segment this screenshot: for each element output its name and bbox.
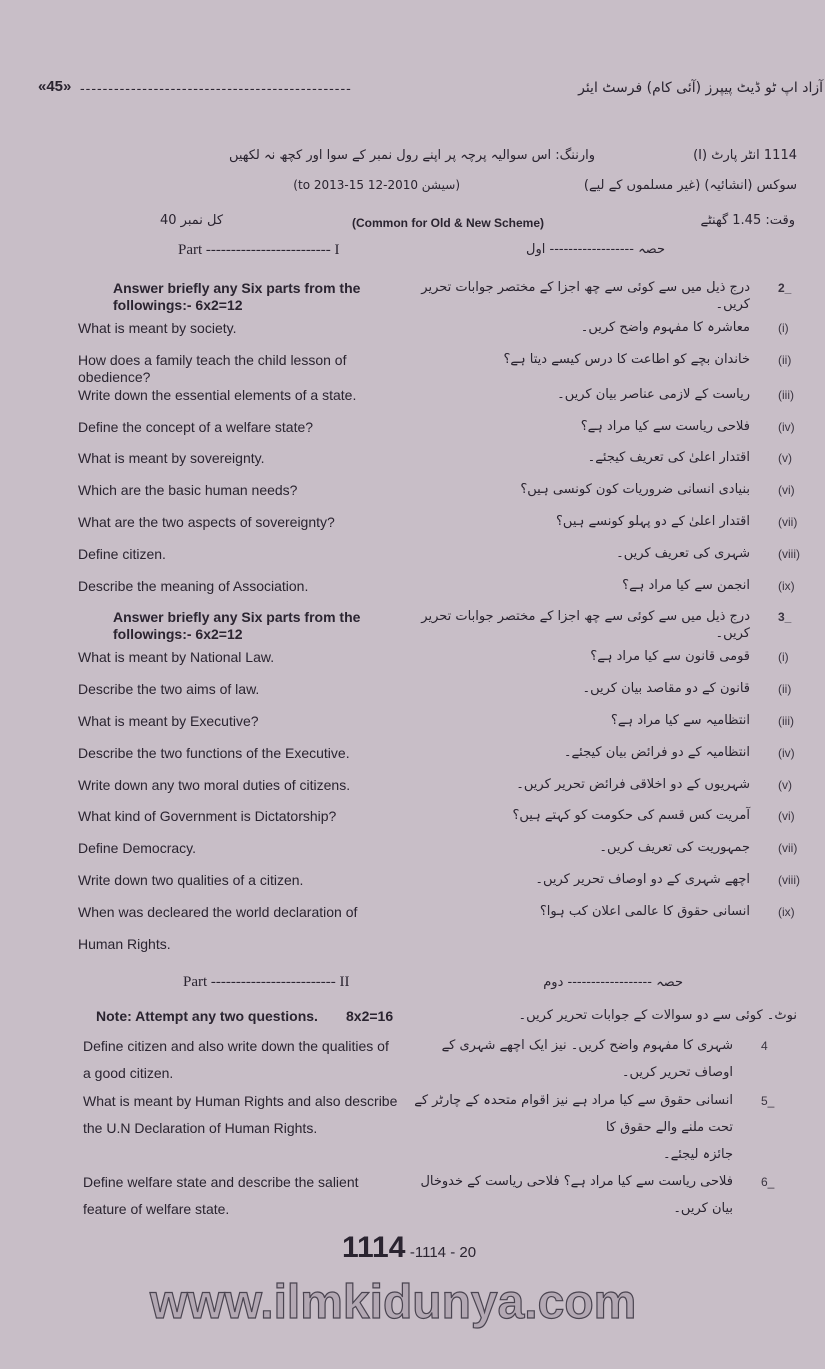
question-3	[0, 608, 825, 966]
item-number: (i)	[778, 321, 789, 335]
item-urdu: انجمن سے کیا مراد ہے؟	[622, 577, 750, 593]
long-question-urdu-block	[413, 1087, 733, 1168]
long-questions	[0, 1032, 825, 1223]
item-english: What is meant by sovereignty.	[78, 450, 265, 467]
long-question	[0, 1032, 825, 1087]
item-number: (ii)	[778, 352, 792, 367]
item-urdu: شہریوں کے دو اخلاقی فرائض تحریر کریں۔	[516, 776, 750, 792]
long-question-english: feature of welfare state.	[83, 1201, 230, 1218]
question-item	[0, 680, 825, 712]
item-english: Which are the basic human needs?	[78, 482, 298, 499]
question-item	[0, 776, 825, 808]
long-question-english-block	[83, 1032, 413, 1087]
question-item	[0, 712, 825, 744]
long-question-urdu: شہری کا مفہوم واضح کریں۔ نیز ایک اچھے شہری کے اوصاف تحریر کریں۔	[441, 1038, 733, 1081]
long-question-number: 6_	[761, 1175, 775, 1190]
item-english: Describe the meaning of Association.	[78, 577, 309, 594]
item-urdu: اقتدار اعلیٰ کی تعریف کیجئے۔	[587, 450, 750, 466]
question-instruction: Answer briefly any Six parts from the followings:- 6x2=12	[113, 280, 361, 313]
item-english: Define Democracy.	[78, 840, 197, 857]
long-question-urdu: انسانی حقوق سے کیا مراد ہے نیز اقوام متحدہ کے چارٹر کے تحت ملنے والے حقوق کا	[414, 1093, 733, 1136]
footer-code-main: 1114	[342, 1231, 406, 1265]
question-item	[0, 807, 825, 839]
question-instruction-row	[0, 279, 825, 319]
item-urdu: انتظامیہ سے کیا مراد ہے؟	[610, 712, 750, 728]
part-2-note: Note: Attempt any two questions.	[96, 1007, 318, 1024]
question-number: 2_	[778, 281, 792, 295]
item-urdu: فلاحی ریاست سے کیا مراد ہے؟	[580, 418, 750, 434]
long-question-number: 4	[761, 1039, 768, 1054]
item-urdu: اچھے شہری کے دو اوصاف تحریر کریں۔	[535, 871, 750, 887]
total-marks: کل نمبر 40	[160, 213, 224, 228]
scheme-note: (Common for Old & New Scheme)	[352, 216, 545, 230]
item-urdu: جمہوریت کی تعریف کریں۔	[599, 840, 750, 856]
watermark: www.ilmkidunya.com	[150, 1276, 637, 1330]
long-question-english-block	[83, 1087, 413, 1142]
item-urdu: آمریت کس قسم کی حکومت کو کہتے ہیں؟	[512, 808, 750, 824]
long-question-number: 5_	[761, 1094, 775, 1109]
item-urdu: قومی قانون سے کیا مراد ہے؟	[590, 649, 750, 665]
long-question-english: What is meant by Human Rights and also describe	[83, 1093, 398, 1110]
paper-code: 1114 انٹر پارٹ (I)	[693, 148, 797, 163]
question-instruction-row	[0, 608, 825, 648]
item-english: Write down the essential elements of a state.	[78, 386, 357, 403]
time-allowed: وقت: 1.45 گھنٹے	[700, 213, 795, 228]
item-urdu: اقتدار اعلیٰ کے دو پہلو کونسے ہیں؟	[556, 513, 750, 529]
book-title: آزاد اپ ٹو ڈیٹ پیپرز (آئی کام) فرسٹ ایئر	[578, 80, 823, 96]
question-instruction-urdu: درج ذیل میں سے کوئی سے چھ اجزا کے مختصر جوابات تحریر کریں۔	[421, 280, 750, 312]
header-rule: ------------------------------------------------	[80, 80, 352, 96]
item-number: (iv)	[778, 745, 795, 760]
exam-body	[0, 279, 825, 1330]
part-2-note-urdu: نوٹ۔ کوئی سے دو سوالات کے جوابات تحریر کریں۔	[518, 1008, 797, 1024]
item-english: Write down any two moral duties of citizens.	[78, 776, 351, 793]
item-urdu: شہری کی تعریف کریں۔	[616, 545, 750, 561]
question-instruction-urdu: درج ذیل میں سے کوئی سے چھ اجزا کے مختصر جوابات تحریر کریں۔	[421, 609, 750, 642]
item-number: (ix)	[778, 904, 795, 919]
long-question	[0, 1168, 825, 1223]
item-english: Describe the two aims of law.	[78, 681, 260, 698]
long-question-english-block	[83, 1168, 413, 1223]
part-2-header	[0, 966, 825, 999]
long-question-english: a good citizen.	[83, 1065, 174, 1082]
item-number: (iv)	[778, 419, 795, 434]
footer-code-sub: -1114 - 20	[409, 1244, 477, 1262]
question-item	[0, 513, 825, 545]
question-2	[0, 279, 825, 608]
question-item	[0, 481, 825, 513]
item-english: What are the two aspects of sovereignty?	[78, 513, 335, 530]
question-item	[0, 319, 825, 351]
item-number: (iii)	[778, 387, 794, 402]
part-2-label-urdu: حصہ ------------------ دوم	[543, 975, 683, 991]
question-item	[0, 648, 825, 680]
item-number: (vii)	[778, 514, 798, 529]
item-english: Define citizen.	[78, 545, 166, 562]
warning-text: وارننگ: اس سوالیہ پرچہ پر اپنے رول نمبر کے سوا اور کچھ نہ لکھیں	[228, 148, 595, 163]
long-question	[0, 1087, 825, 1168]
subject-title: سوکس (انشائیہ) (غیر مسلموں کے لیے)	[583, 178, 797, 193]
long-question-urdu: جائزہ لیجئے۔	[663, 1147, 733, 1163]
long-question-urdu-block	[413, 1168, 733, 1222]
part-1-label-urdu: حصہ ------------------ اول	[526, 242, 665, 257]
item-number: (vi)	[778, 809, 795, 824]
item-urdu: قانون کے دو مقاصد بیان کریں۔	[582, 681, 750, 697]
question-item	[0, 839, 825, 871]
item-number: (vi)	[778, 483, 795, 498]
long-question-urdu: فلاحی ریاست سے کیا مراد ہے؟ فلاحی ریاست کے خدوخال بیان کریں۔	[420, 1174, 733, 1217]
item-number: (v)	[778, 451, 792, 466]
footer-code	[0, 1231, 825, 1265]
long-question-english: Define welfare state and describe the salient	[83, 1174, 359, 1191]
item-number: (vii)	[778, 841, 798, 856]
part-2-marks: 8x2=16	[346, 1007, 394, 1024]
question-instruction: Answer briefly any Six parts from the followings:- 6x2=12	[113, 609, 361, 643]
long-question-urdu-block	[413, 1032, 733, 1086]
item-number: (i)	[778, 650, 789, 665]
item-english: What is meant by society.	[78, 320, 237, 336]
item-number: (ix)	[778, 578, 795, 593]
item-number: (v)	[778, 777, 792, 792]
long-question-english: Define citizen and also write down the qualities of	[83, 1038, 389, 1055]
item-english: When was decleared the world declaration of	[78, 903, 358, 920]
item-number: (ii)	[778, 682, 792, 697]
item-number: (viii)	[778, 872, 800, 887]
item-urdu: انسانی حقوق کا عالمی اعلان کب ہوا؟	[539, 903, 750, 919]
question-number: 3_	[778, 610, 792, 625]
question-item	[0, 903, 825, 935]
item-english: Write down two qualities of a citizen.	[78, 871, 304, 888]
item-number: (viii)	[778, 546, 800, 561]
item-english: Describe the two functions of the Executive.	[78, 744, 350, 761]
part-2-label: Part ------------------------- II	[183, 974, 350, 991]
question-item-continuation	[0, 935, 825, 967]
session-years: (سیشن 2010-12 to 2013-15)	[293, 178, 460, 192]
item-urdu: بنیادی انسانی ضروریات کون کونسی ہیں؟	[520, 482, 750, 498]
question-item	[0, 871, 825, 903]
question-item	[0, 386, 825, 418]
question-item	[0, 449, 825, 481]
item-english: What kind of Government is Dictatorship?	[78, 808, 337, 825]
item-urdu: ریاست کے لازمی عناصر بیان کریں۔	[557, 386, 750, 402]
question-item	[0, 744, 825, 776]
item-urdu: انتظامیہ کے دو فرائض بیان کیجئے۔	[563, 744, 750, 760]
item-english: How does a family teach the child lesson of obedience?	[78, 351, 347, 385]
question-item	[0, 577, 825, 609]
part-1-label: Part ------------------------- I	[178, 242, 340, 258]
item-english-continuation: Human Rights.	[78, 935, 171, 952]
part-2-note-row	[0, 999, 825, 1032]
page-number: «45»	[38, 78, 72, 95]
item-english: Define the concept of a welfare state?	[78, 418, 314, 435]
item-urdu: خاندان بچے کو اطاعت کا درس کیسے دیتا ہے؟	[503, 351, 750, 367]
question-item	[0, 545, 825, 577]
item-english: What is meant by Executive?	[78, 712, 259, 729]
item-urdu: معاشرہ کا مفہوم واضح کریں۔	[580, 320, 750, 335]
item-english: What is meant by National Law.	[78, 649, 275, 666]
long-question-english: the U.N Declaration of Human Rights.	[83, 1120, 318, 1137]
question-item	[0, 418, 825, 450]
item-number: (iii)	[778, 713, 794, 728]
question-item	[0, 351, 825, 386]
